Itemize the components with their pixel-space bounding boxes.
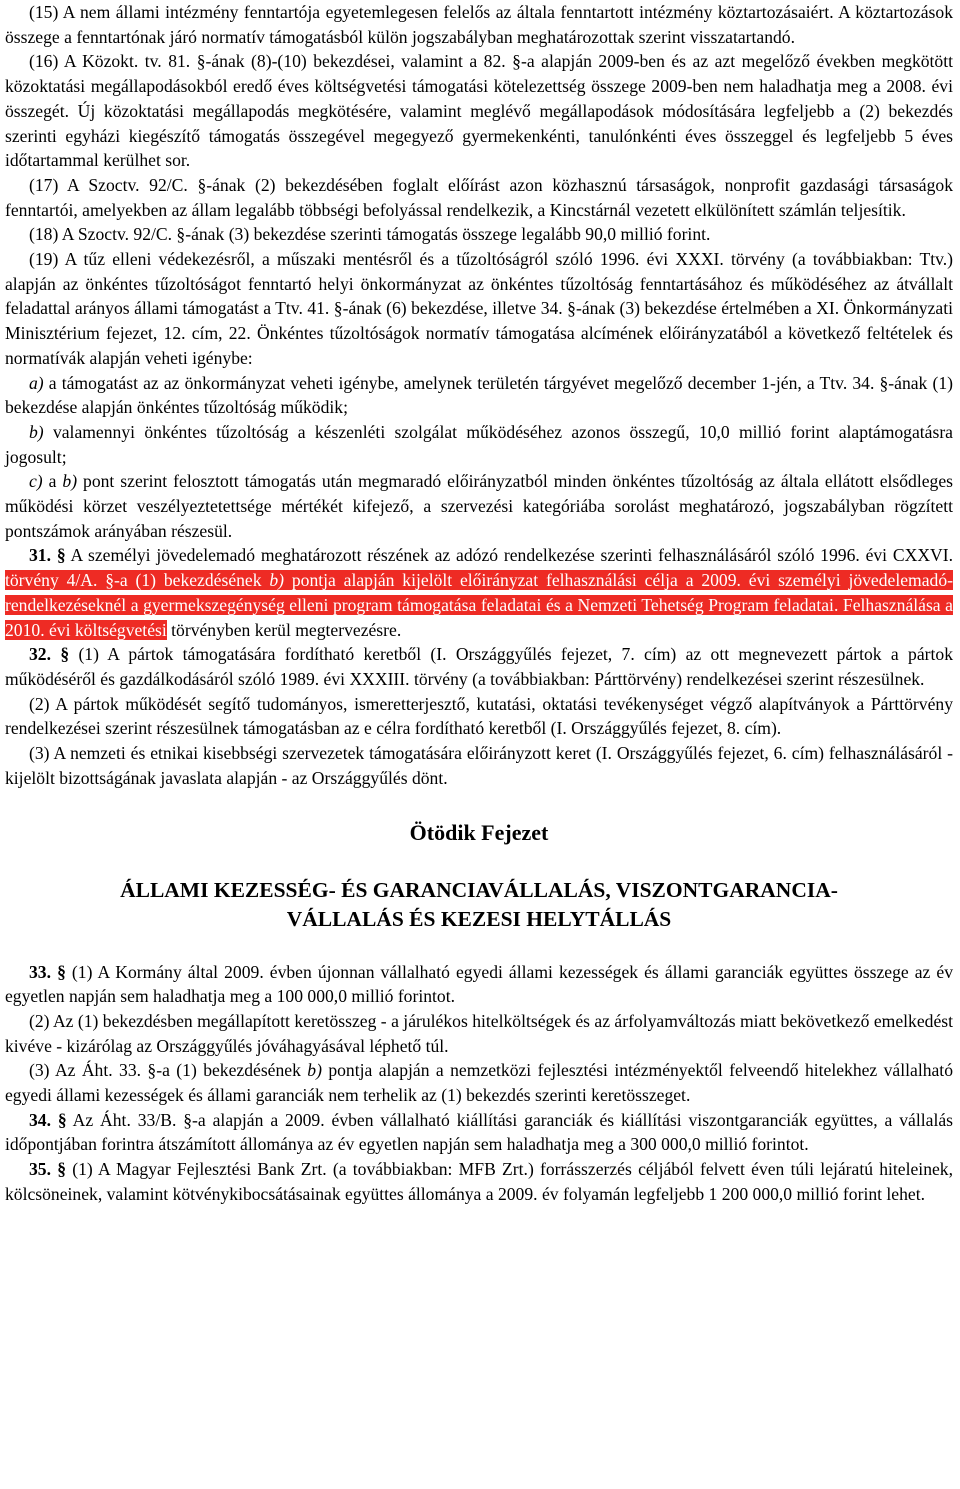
paragraph-18 xyxy=(5,222,953,247)
paragraph-19-text: (19) A tűz elleni védekezésről, a műszaki mentésről és a tűzoltóságról szóló 1996. évi XXXI. törvény (a továbbiakban: Ttv.) alapján az önkéntes tűzoltóságot fenntartó helyi önkormányzat az önkéntes tűzoltóság fenntartásához és működéséhez az átvállalt feladattal arányos állami támogatást a Ttv. 41. §-ának (6) bekezdése, illetve 34. §-ának (3) bekezdése értelmében a XI. Önkormányzati Minisztérium fejezet, 12. cím, 22. Önkéntes tűzoltóságok normatív támogatása alcímének előirányzatából a következő feltételek és normatívák alapján veheti igénybe: xyxy=(5,249,953,368)
section-32-p1 xyxy=(5,642,953,691)
list-item-b xyxy=(5,420,953,469)
section-35 xyxy=(5,1157,953,1206)
section-33-p3-italic: b) xyxy=(307,1060,322,1081)
section-33-sign: § xyxy=(57,961,66,982)
section-33-number: 33. xyxy=(29,961,51,982)
section-33-p1-text: (1) A Kormány által 2009. évben újonnan vállalható egyedi állami kezességek és állami garanciák együttes összege az év egyetlen napján sem haladhatja meg a 100 000,0 millió forintot. xyxy=(5,961,953,1007)
section-35-sign: § xyxy=(57,1159,67,1180)
paragraph-15 xyxy=(5,0,953,49)
section-32-sign: § xyxy=(60,644,70,665)
section-35-text: (1) A Magyar Fejlesztési Bank Zrt. (a továbbiakban: MFB Zrt.) forrásszerzés céljából felvett éven túli lejáratú hiteleinek, kölcsöneinek, valamint kötvénykibocsátásainak együttes állománya a 2009. év folyamán legfeljebb 1 200 000,0 millió forint lehet. xyxy=(5,1159,953,1204)
chapter-subtitle-line-2: VÁLLALÁS ÉS KEZESI HELYTÁLLÁS xyxy=(286,906,672,931)
paragraph-19 xyxy=(5,247,953,371)
section-32-number: 32. xyxy=(29,644,51,665)
section-31-highlight-b: b) xyxy=(269,570,285,591)
section-32-p3 xyxy=(5,741,953,790)
section-33-p1 xyxy=(5,960,953,1009)
section-33-p3-before: (3) Az Áht. 33. §-a (1) bekezdésének xyxy=(29,1060,308,1081)
section-31-highlight-1: törvény 4/A. §-a (1) bekezdésének xyxy=(5,570,270,591)
paragraph-18-text: (18) A Szoctv. 92/C. §-ának (3) bekezdése szerinti támogatás összege legalább 90,0 millió forint. xyxy=(29,224,711,245)
section-33-p2 xyxy=(5,1009,953,1058)
list-item-c-text: a xyxy=(42,471,63,492)
paragraph-17 xyxy=(5,173,953,222)
section-33-p3 xyxy=(5,1058,953,1107)
section-34-text: Az Áht. 33/B. §-a alapján a 2009. évben vállalható kiállítási garanciák és kiállítási viszontgaranciák együttes, a vállalás időpontjában forintra átszámított állománya az év egyetlen napján sem haladhatja meg a 300 000,0 millió forintot. xyxy=(5,1109,953,1155)
list-item-a-label: a) xyxy=(29,372,44,393)
paragraph-15-text: (15) A nem állami intézmény fenntartója egyetemlegesen felelős az általa fenntartott intézmény köztartozásaiért. A köztartozások összege a fenntartónak járó normatív támogatásból külön jogszabályban meghatározottak szerint visszatartandó. xyxy=(5,2,953,47)
section-31 xyxy=(5,543,953,642)
list-item-a-text: a támogatást az az önkormányzat veheti igénybe, amelynek területén tárgyévet megelőző december 1-jén, a Ttv. 34. §-ának (1) bekezdése alapján önkéntes tűzoltóság működik; xyxy=(5,372,953,418)
section-34-number: 34. xyxy=(29,1109,51,1130)
list-item-b-text: valamennyi önkéntes tűzoltóság a készenléti szolgálat működéséhez azonos összegű, 10,0 millió forint alaptámogatásra jogosult; xyxy=(5,421,953,467)
list-item-c-rest: pont szerint felosztott támogatás után megmaradó előirányzatból minden önkéntes tűzoltóság az általa ellátott elsődleges működési körzet veszélyeztetettsége mértékét kifejező, a szervezési kategóriába sorolást meghatározó, jogszabályban rögzített pontszámok arányában részesül. xyxy=(5,471,953,541)
chapter-subtitle xyxy=(5,876,953,934)
list-item-c-label: c) xyxy=(29,471,43,492)
section-31-text-before: A személyi jövedelemadó meghatározott részének az adózó rendelkezése szerinti felhasználásáról szóló 1996. évi CXXVI. xyxy=(65,545,953,566)
list-item-c xyxy=(5,469,953,543)
section-31-highlight-2: pontja alapján kijelölt előirányzat felhasználási célja a 2009. évi személyi jövedelemadó-rendelkezéseknél a gyermekszegénység elleni program támogatása feladatai és a Nemzeti Tehetség Program feladatai. Felhasználása a 2010. évi költségvetési xyxy=(5,570,953,640)
section-32-p2-text: (2) A pártok működését segítő tudományos, ismeretterjesztő, kutatási, oktatási tevékenységet végző alapítványok a Párttörvény rendelkezései szerint részesülnek támogatásban az e célra fordítható keretből (I. Országgyűlés fejezet, 8. cím). xyxy=(5,693,953,739)
paragraph-16 xyxy=(5,49,953,173)
section-35-number: 35. xyxy=(29,1159,51,1180)
paragraph-16-text: (16) A Közokt. tv. 81. §-ának (8)-(10) bekezdései, valamint a 82. §-a alapján 2009-ben és az azt megelőző években megkötött közoktatási megállapodásokból eredő éves költségvetési támogatási kötelezettség összege 2009-ben nem haladhatja meg a 2008. évi összegét. Új közoktatási megállapodás megkötésére, valamint meglévő megállapodások módosítására legfeljebb a (2) bekezdés szerinti egyházi kiegészítő támogatás összegével megegyező gyermekenkénti, tanulónkénti éves összeggel és legfeljebb 5 éves időtartammal kerülhet sor. xyxy=(5,51,953,171)
list-item-c-ref: b) xyxy=(62,471,78,492)
section-32-p1-text: (1) A pártok támogatására fordítható keretből (I. Országgyűlés fejezet, 7. cím) az ott megnevezett pártok a pártok működéséről és gazdálkodásáról szóló 1989. évi XXXIII. törvény (a továbbiakban: Párttörvény) rendelkezései szerint részesülnek. xyxy=(5,644,953,689)
paragraph-17-text: (17) A Szoctv. 92/C. §-ának (2) bekezdésében foglalt előírást azon közhasznú társaságok, nonprofit gazdasági társaságok fenntartói, amelyekben az állam legalább többségi befolyással rendelkezik, a Kincstárnál vezetett elkülönített számlán teljesítik. xyxy=(5,174,953,220)
list-item-a xyxy=(5,371,953,420)
list-item-b-label: b) xyxy=(29,421,44,442)
section-32-p2 xyxy=(5,692,953,741)
section-34 xyxy=(5,1108,953,1157)
section-31-sign: § xyxy=(56,545,66,566)
chapter-subtitle-line-1: ÁLLAMI KEZESSÉG- ÉS GARANCIAVÁLLALÁS, VISZONTGARANCIA- xyxy=(120,877,838,902)
section-32-p3-text: (3) A nemzeti és etnikai kisebbségi szervezetek támogatására előirányzott keret (I. Országgyűlés fejezet, 6. cím) felhasználásáról - kijelölt bizottságának javaslata alapján - az Országgyűlés dönt. xyxy=(5,743,953,788)
section-34-sign: § xyxy=(57,1109,67,1130)
section-31-number: 31. xyxy=(29,545,51,566)
chapter-title: Ötödik Fejezet xyxy=(409,819,549,845)
section-33-p2-text: (2) Az (1) bekezdésben megállapított keretösszeg - a járulékos hitelköltségek és az árfolyamváltozás miatt bekövetkező emelkedést kivéve - kizárólag az Országgyűlés jóváhagyásával léphető túl. xyxy=(5,1010,953,1056)
section-31-text-after: törvényben kerül megtervezésre. xyxy=(166,619,402,640)
section-33-p3-after: pontja alapján a nemzetközi fejlesztési intézményektől felveendő hitelekhez vállalható egyedi állami kezességek és állami garanciák nem terhelik az (1) bekezdés szerinti keretösszeget. xyxy=(5,1060,953,1106)
